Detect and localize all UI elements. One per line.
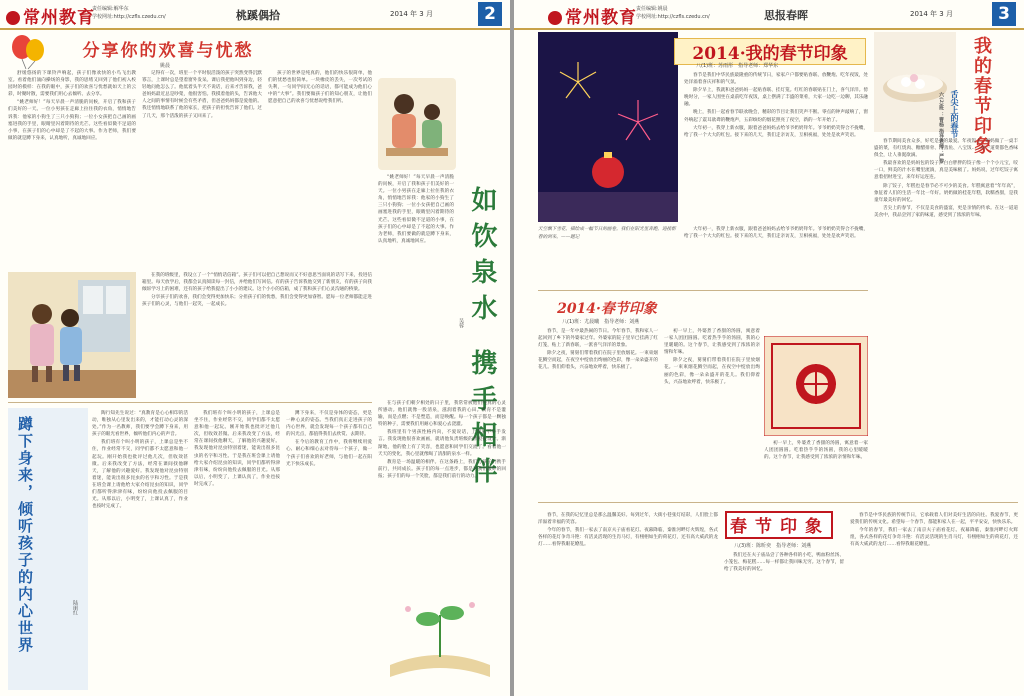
page-header bbox=[0, 0, 510, 30]
article-body-col5: “姚老师好！”每天早晨一声清脆的问候，开启了我和孩子们美好的一天。一位小男孩在走廊上拉住我的衣角，悄悄地告诉我：他家的小狗生了三只小狗狗；一位小女孩把自己画的画塞进我的手里，眼睛里闪着期待的光芒。这些看似微不足道的小事，在孩子们的心中却是了不起的大事。作为老师，我们要做的就是蹲下身来，认真地听，真诚地回应。 bbox=[378, 175, 454, 244]
section-title: 思报春晖 bbox=[764, 9, 808, 22]
newspaper-page-right bbox=[514, 0, 1024, 696]
vertical-article-title: 蹲下身来，倾听孩子的内心世界 bbox=[16, 416, 34, 654]
issue-date: 2014 年 3 月 bbox=[390, 10, 433, 18]
article-author: 陆丽红 bbox=[72, 600, 78, 615]
fireworks-illustration bbox=[538, 32, 678, 222]
vertical-article-title: 如饮泉水 携手相伴 bbox=[467, 186, 497, 494]
page-number: 3 bbox=[992, 2, 1016, 26]
article-body-col2: 大年初一，我穿上新衣服，跟着爸爸妈妈去给爷爷奶奶拜年。爷爷奶奶笑得合不拢嘴，给了我一个大大的红包。接下来的几天，我们走亲访友，互相祝福，处处是欢声笑语。 bbox=[684, 227, 868, 240]
article-body-col1: 舒缓悠扬的下课铃声响起，孩子们像欢快的小鸟飞出教室。看着他们涌向操场的身影，我的思绪又回到了他们初入校园时的模样：在我的眼中，孩子们的欢喜与忧愁就如天上的云彩，时聚时散，需要我们用心去倾听、去分享。 “姚老师好！”每天早晨一声清脆的问候，开启了我和孩子们美好的一天。一位小男孩在走廊上拉住我的衣角，悄悄地告诉我：他家的小狗生了三只小狗狗；一位小女孩把自己画的画塞进我的手里，眼睛里闪着期待的光芒。这些看似微不足道的小事，在孩子们的心中却是了不起的大事。作为老师，我们要做的就是蹲下身来，认真地听，真诚地回应。 bbox=[8, 71, 136, 141]
article-body-col4: 在我的班级里，我设立了一个“悄悄话信箱”。孩子们可以把自己想说而又不好意思当面说的话写下来，投进信箱里。每天放学后，我都会认真阅读每一封信，并给他们写回信。有的孩子告诉我他交到了新朋友，有的孩子向我倾诉学习上的困难，还有的孩子给我提出了小小的建议。这个小小的信箱，成了我和孩子们心灵沟通的桥梁。 分享孩子们的欢喜，我们会变得更加快乐；分担孩子们的忧愁，我们会变得更加睿智。愿每一位老师都能走进孩子们的心灵，与他们一起笑，一起成长。 bbox=[142, 273, 372, 308]
article-body-col3: 初一早上，外婆煮了香甜的汤圆，寓意着一家人团团圆圆。吃着热乎乎的汤圆，我的心里暖暖的。这个春节，让我感受到了浓浓的亲情和年味。 bbox=[764, 441, 868, 461]
newspaper-page-left bbox=[0, 0, 510, 696]
article-body-col3: 孩子的世界是纯真的，他们的快乐很简单，他们的忧愁也很简单。一块橡皮的丢失，一次考试的失利，一句同学间无心的话语，都可能成为他们心中的“大事”。我们要做孩子们的知心朋友，让他们愿意把自己的欢喜与忧愁说给我们听。 bbox=[268, 71, 372, 105]
masthead-logo: 常州教育 bbox=[6, 3, 95, 28]
article-body-col1: 陶行知先生说过：“真教育是心心相印的活动，唯独从心里发出来的，才能打动心灵的深处。”作为一名教师，我们要学会蹲下身来，用孩子的眼光看世界，倾听他们内心的声音。 我们班有个叫小明的孩子，上课总是坐不住，作业经常不交，同学们都不太愿意和他一起玩。刚开始我也批评过他几次，但收效甚微。后来我改变了方法，经常在课间找他聊天，了解他的兴趣爱好。我发现他对昆虫特别着迷，能说出很多昆虫的名字和习性。于是我在班会课上请他给大家介绍昆虫的知识，同学们都听得津津有味，纷纷向他投去佩服的目光。从那以后，小明变了，上课认真了，作业也按时完成了。 bbox=[92, 411, 188, 510]
article-title: 2014·春节印象 bbox=[557, 301, 657, 317]
paper-cut-illustration bbox=[764, 336, 868, 436]
article-title: 2014·我的春节印象 bbox=[674, 38, 866, 65]
issue-date: 2014 年 3 月 bbox=[910, 10, 953, 18]
divider bbox=[8, 402, 372, 403]
logo-seal-icon bbox=[548, 11, 562, 25]
article-author: 吴蓉 bbox=[458, 318, 464, 328]
article-body-col2: 初一早上，外婆煮了香甜的汤圆，寓意着一家人团团圆圆。吃着热乎乎的汤圆，我的心里暖暖的。这个春节，让我感受到了浓浓的亲情和年味。 除夕之夜，舅舅们带着我们在院子里放烟花。一束束烟花腾空而起，在夜空中绽放出绚丽的色彩，像一朵朵盛开的花儿。我们仰着头，兴奋地欢呼着，快乐极了。 bbox=[664, 329, 760, 385]
article-body-col1: 春节，是一年中最热闹的节日。今年春节，我和家人一起回到了乡下的外婆家过年。外婆家的院子里早已挂满了红灯笼，贴上了新春联，一派喜气洋洋的景象。 除夕之夜，舅舅们带着我们在院子里放烟花。一束束烟花腾空而起，在夜空中绽放出绚丽的色彩，像一朵朵盛开的花儿。我们仰着头，兴奋地欢呼着，快乐极了。 bbox=[538, 329, 658, 371]
article-body-col1: 春节，在我的记忆里总是那么温馨美好。每到过年，大街小巷张灯结彩，人们脸上都洋溢着幸福的笑容。 今年的春节，我们一家去了南京夫子庙看花灯。夜幕降临，秦淮河畔灯火辉煌，各式各样的花灯争奇斗艳：有活灵活现的生肖马灯，有栩栩如生的荷花灯，还有高大威武的龙灯……看得我眼花缭乱。 bbox=[538, 513, 718, 548]
masthead-logo: 常州教育 bbox=[548, 3, 637, 28]
page-header bbox=[514, 0, 1024, 30]
article-body-col2: 记得有一次，班里一个平时很活泼的孩子突然变得沉默寡言，上课时总是望着窗外发呆。课后我把他叫到身边，轻轻地问他怎么了。他低着头半天不说话，后来才告诉我，爸爸妈妈最近总是吵架，他很害怕。我摸着他的头，告诉他大人之间的事情有时候会有些矛盾，但爸爸妈妈都是爱他的。我还悄悄地联系了他的家长，把孩子的担忧告诉了他们。过了几天，那个活泼的孩子又回来了。 bbox=[142, 71, 262, 119]
article-body: 在与孩子们朝夕相处的日子里，我常常被他们纯真的心灵所感动。他们就像一股清泉，滋润着我的心田。教育不是灌输，而是点燃；不是塑造，而是唤醒。每一个孩子都是一颗独特的种子，需要我们用耐心和爱心去浇灌。 我班里有个男孩性格内向，不爱说话，上课从不举手发言。我发现他很喜欢画画，就请他负责班级的黑板报设计。渐渐地，他的脸上有了笑容，也愿意和同学们交流了。看着他一天天的变化，我心里就像喝了清甜的泉水一样。 教育是一场温暖的相伴。在这条路上，我们与孩子们携手前行，共同成长。孩子们的每一点进步，都是对我们最好的回报；孩子们的每一个笑脸，都是我们前行的动力。 bbox=[378, 401, 506, 479]
section-title: 桃蹊偶拾 bbox=[236, 9, 280, 22]
article-byline: 八(1)班：尤晨曦 指导老师：刘燕 bbox=[562, 319, 640, 325]
teacher-student-illustration bbox=[378, 78, 456, 170]
header-meta bbox=[636, 5, 710, 21]
article-byline: 八(3)班：陈昕奕 指导老师：刘燕 bbox=[734, 543, 812, 549]
book-plant-illustration bbox=[380, 585, 500, 689]
article-body-col2: 我们还在夫子庙品尝了各种各样的小吃，鸭血粉丝汤、小笼包、梅花糕……每一样都让我回味无穷。这个春节，留给了我美好的回忆。 bbox=[724, 553, 844, 573]
article-body-col2: 我们班有个叫小明的孩子，上课总是坐不住，作业经常不交，同学们都不太愿意和他一起玩。刚开始我也批评过他几次，但收效甚微。后来我改变了方法，经常在课间找他聊天，了解他的兴趣爱好。我发现他对昆虫特别着迷，能说出很多昆虫的名字和习性。于是我在班会课上请他给大家介绍昆虫的知识，同学们都听得津津有味，纷纷向他投去佩服的目光。从那以后，小明变了，上课认真了，作业也按时完成了。 bbox=[194, 411, 280, 487]
children-illustration bbox=[8, 272, 136, 398]
website-label: 学校网址:http://czfls.czedu.cn/ bbox=[636, 14, 710, 20]
article-body-col1: 春节是我们中华民族最隆重的传统节日，家家户户都要贴春联、放鞭炮、吃年夜饭，处处洋溢着喜庆祥和的气氛。 除夕早上，我就和爸爸妈妈一起贴春联、挂灯笼。红红的春联贴在门上，喜气洋洋。傍晚时分，一家人围坐在桌前吃年夜饭，桌上摆满了丰盛的菜肴，大家一边吃一边聊，其乐融融。 晚上，我们一起看春节联欢晚会，精彩的节目让我们笑声不断。零点的钟声敲响了，窗外响起了震耳欲聋的鞭炮声，五彩缤纷的烟花照亮了夜空，新的一年开始了。 大年初一，我穿上新衣服，跟着爸爸妈妈去给爷爷奶奶拜年。爷爷奶奶笑得合不拢嘴，给了我一个大大的红包。接下来的几天，我们走亲访友，互相祝福，处处是欢声笑语。 bbox=[684, 73, 868, 138]
article-body-col3: 蹲下身来，不仅是身体的姿态，更是一种心灵的姿态。当我们真正走进孩子的内心世界，就会发现每一个孩子都有自己的闪光点，都值得我们去欣赏、去期待。 在今后的教育工作中，我将继续用爱心、耐心和细心去对待每一个孩子，做一个孩子们喜欢的好老师，与他们一起在阳光下快乐成长。 bbox=[286, 411, 372, 467]
article-caption: 天空飘下雪花，描绘成一幅节日的画卷。我们在阳光里奔跑，迎接新春的到来。——题记 bbox=[538, 227, 676, 240]
sidebar-body: 春节期间美食众多，好吃是我的最爱。年夜饭上，妈妈做了一桌丰盛的菜，有红烧肉、糖醋排骨、清蒸鱼、八宝饭……每一道菜都色香味俱全，让人垂涎欲滴。 我最喜欢的是妈妈包的饺子。白白胖胖的饺子像一个个小元宝，咬一口，鲜美的汁水在嘴里流淌，真是美味极了。妈妈说，过年吃饺子寓意着招财进宝，来年好运连连。 除了饺子，年糕也是春节必不可少的美食。年糕寓意着“年年高”，象征着人们的生活一年比一年好。奶奶做的桂花年糕，软糯香甜，是我童年最美好的回忆。 舌尖上的春节，不仅是美食的盛宴，更是亲情的传承。在这一道道美食中，我品尝到了家的味道，感受到了浓浓的年味。 bbox=[874, 139, 1018, 218]
website-label: 学校网址:http://czfls.czedu.cn/ bbox=[92, 14, 166, 20]
logo-seal-icon bbox=[6, 11, 20, 25]
editor-label: 责任编辑:姚晨 bbox=[636, 6, 668, 12]
article-title: 分享你的欢喜与忧愁 bbox=[82, 41, 254, 61]
article-author: 姚晨 bbox=[160, 63, 171, 69]
divider bbox=[538, 290, 868, 291]
page-number: 2 bbox=[478, 2, 502, 26]
article-title: 春节印象 bbox=[730, 517, 830, 537]
divider bbox=[538, 502, 1018, 503]
header-meta bbox=[92, 5, 166, 21]
article-byline: 八(1)班：苏雨彤 指导老师：郑华东 bbox=[696, 63, 779, 69]
balloon-icon bbox=[8, 34, 48, 70]
editor-label: 责任编辑:解华东 bbox=[92, 6, 129, 12]
sidebar-subtitle: 舌尖上的春节 bbox=[950, 90, 960, 138]
sidebar-byline: 六(2)班 ：曹杨 指导老师：严黎 bbox=[938, 92, 944, 164]
sidebar-title: 我的春节印象 bbox=[971, 36, 992, 156]
article-body-col3: 春节是中华民族的传统节日，它承载着人们对美好生活的向往。我爱春节，更爱我们的传统文化。希望每一个春节，都能和家人在一起，平平安安，快快乐乐。 今年的春节，我们一家去了南京夫子庙看花灯。夜幕降临，秦淮河畔灯火辉煌，各式各样的花灯争奇斗艳：有活灵活现的生肖马灯，有栩栩如生的荷花灯，还有高大威武的龙灯……看得我眼花缭乱。 bbox=[850, 513, 1018, 548]
